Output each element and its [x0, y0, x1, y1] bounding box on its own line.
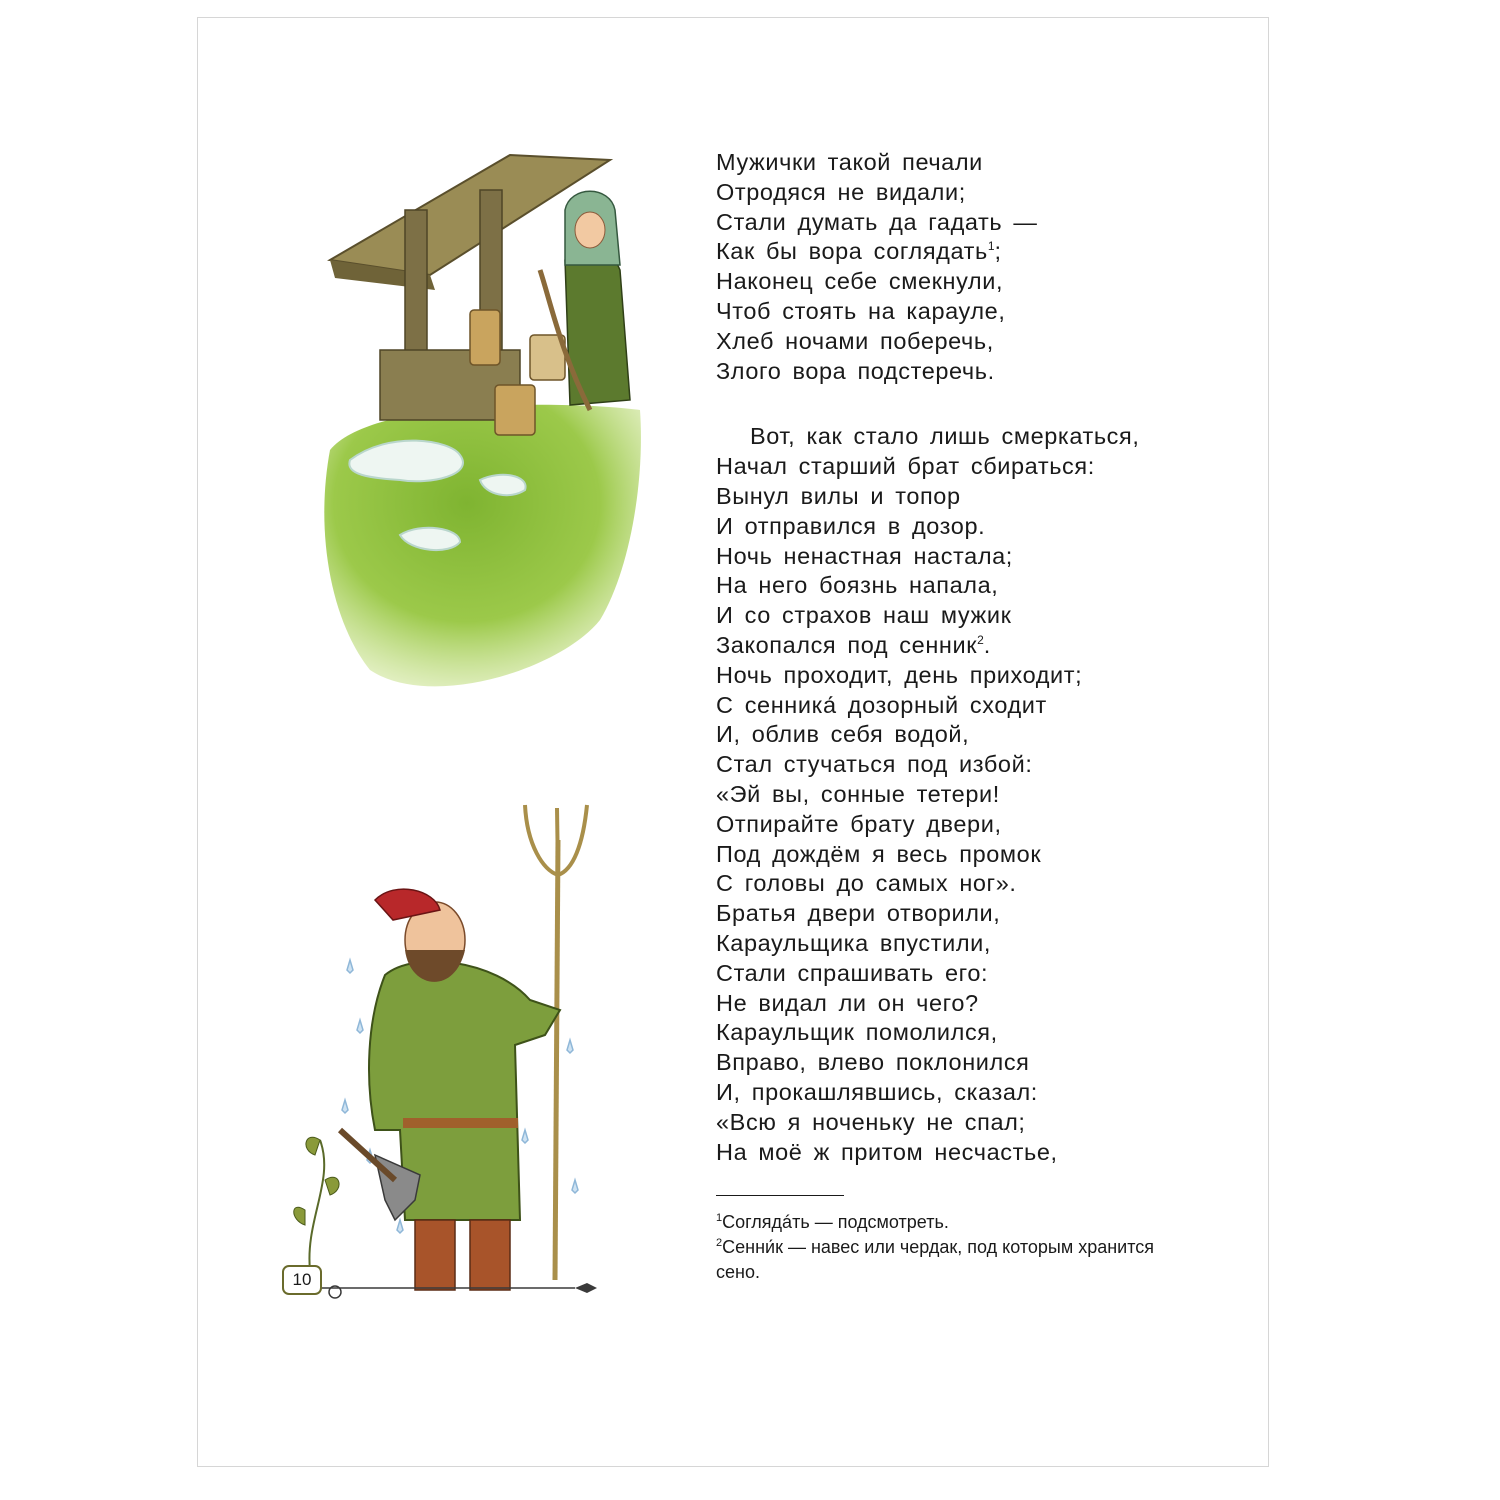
peasant-illustration: [275, 800, 615, 1310]
poem-line: Стал стучаться под избой:: [716, 751, 1033, 778]
poem-line: И со страхов наш мужик: [716, 602, 1012, 629]
footnote: $^1$Соглядáть — подсмотреть.: [716, 1212, 949, 1232]
footnote-number: 1: [716, 1212, 723, 1224]
footnote-separator: [716, 1195, 844, 1196]
poem-line: Злого вора подстеречь.: [716, 357, 995, 384]
poem-line: Стали думать да гадать —: [716, 208, 1038, 235]
footnote-ref[interactable]: 1: [987, 239, 995, 254]
poem-line: Ночь проходит, день приходит;: [716, 661, 1083, 688]
poem-line: Под дождём я весь промок: [716, 840, 1042, 867]
poem-line: Чтоб стоять на карауле,: [716, 297, 1006, 324]
poem-line: «Всю я ноченьку не спал;: [716, 1108, 1026, 1135]
poem-line: Отпирайте брату двери,: [716, 810, 1002, 837]
poem-line: Отродяся не видали;: [716, 178, 966, 205]
well-illustration: [310, 150, 650, 700]
poem-line: С головы до самых ног».: [716, 870, 1017, 897]
poem-line: Вправо, влево поклонился: [716, 1049, 1030, 1076]
poem-line: Братья двери отворили,: [716, 900, 1001, 927]
poem-line: Мужички такой печали: [716, 149, 983, 175]
poem-line: Ночь ненастная настала;: [716, 542, 1013, 569]
poem-line: С сенника́ дозорный сходит: [716, 691, 1047, 718]
poem-line: Хлеб ночами поберечь,: [716, 327, 994, 354]
footnote-number: 2: [716, 1237, 723, 1249]
poem-line: Вынул вилы и топор: [716, 482, 961, 509]
poem-line: Караульщика впустили,: [716, 929, 991, 956]
poem-line: На него боязнь напала,: [716, 572, 999, 599]
poem-line: Наконец себе смекнули,: [716, 268, 1004, 295]
page-number: 10: [282, 1265, 322, 1295]
poem-line: Вот, как стало лишь смеркаться,: [750, 423, 1140, 450]
poem-text: [716, 148, 1236, 1167]
poem-line: Стали спрашивать его:: [716, 959, 989, 986]
footnotes: [716, 1210, 1196, 1285]
poem-line: На моё ж притом несчастье,: [716, 1138, 1058, 1165]
poem-line: И отправился в дозор.: [716, 512, 986, 539]
footnote: $^2$Сенни́к — навес или чердак, под которым хранится сено.: [716, 1237, 1155, 1282]
poem-line: И, прокашлявшись, сказал:: [716, 1078, 1038, 1105]
footnote-ref[interactable]: 2: [977, 633, 984, 648]
poem-line: И, облив себя водой,: [716, 721, 970, 748]
poem-line: Начал старший брат сбираться:: [716, 453, 1095, 480]
poem-line: Караульщик помолился,: [716, 1019, 998, 1046]
poem-line: Как бы вора соглядать$^1$;: [716, 238, 1002, 265]
poem-line: Не видал ли он чего?: [716, 989, 979, 1016]
poem-line: «Эй вы, сонные тетери!: [716, 780, 1000, 807]
poem-line: Закопался под сенник$^2$.: [716, 631, 991, 658]
stanza-2: [716, 422, 1236, 1167]
stanza-1: [716, 148, 1236, 386]
